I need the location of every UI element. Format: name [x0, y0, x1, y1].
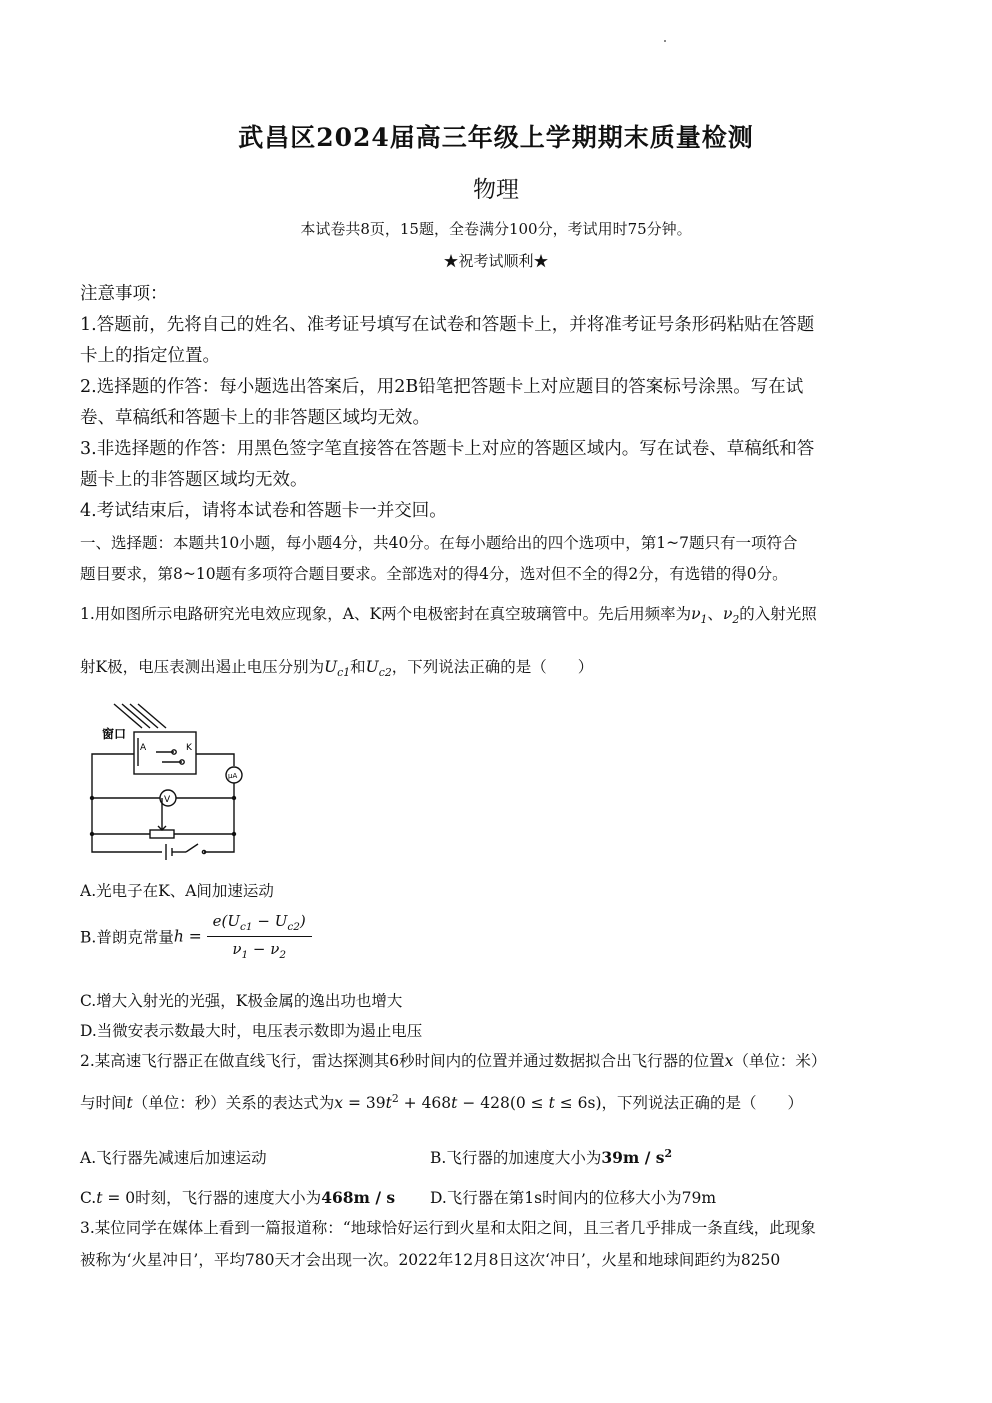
- section-instructions-1: 一、选择题：本题共10小题，每小题4分，共40分。在每小题给出的四个选项中，第1~7题只有一项符合: [80, 534, 798, 552]
- exam-wish: ★祝考试顺利★: [443, 252, 549, 270]
- uc1-symbol: $U_{c1}$: [324, 658, 351, 680]
- photoelectric-circuit-diagram: [86, 702, 251, 870]
- title-year: 2024: [316, 123, 390, 152]
- subject-title: 物理: [473, 177, 519, 203]
- q1-option-b: B.普朗克常量h = $\frac{e(U_{c1} - U_{c2})}{\nu_1 - \nu_2}$: [80, 912, 916, 972]
- notice-line-1: 1.答题前，先将自己的姓名、准考证号填写在试卷和答题卡上，并将准考证号条形码粘贴在答题: [80, 315, 815, 335]
- q2-option-c: C.t = 0时刻，飞行器的速度大小为468m / s: [80, 1188, 396, 1207]
- electrode-k-label: K: [186, 743, 192, 753]
- microammeter-label: μA: [228, 772, 238, 780]
- q1-option-c: C.增大入射光的光强，K极金属的逸出功也增大: [80, 992, 403, 1010]
- window-label: 窗口: [102, 727, 127, 741]
- q2-option-b: B.飞行器的加速度大小为$39m / s^2$: [430, 1146, 673, 1167]
- section-instructions-2: 题目要求，第8~10题有多项符合题目要求。全部选对的得4分，选对但不全的得2分，有选错的得0分。: [80, 565, 788, 583]
- notice-line-2: 卡上的指定位置。: [80, 346, 220, 366]
- exam-meta: 本试卷共8页，15题，全卷满分100分，考试用时75分钟。: [300, 220, 692, 238]
- q1-option-a: A.光电子在K、A间加速运动: [80, 882, 274, 900]
- electrode-a-label: A: [140, 743, 147, 753]
- q2-option-d: D.飞行器在第1s时间内的位移大小为79m: [430, 1189, 717, 1207]
- q1-stem-line-2: 射K极，电压表测出遏止电压分别为$U_{c1}$和$U_{c2}$，下列说法正确的是（ ）: [80, 658, 594, 680]
- notice-line-7: 4.考试结束后，请将本试卷和答题卡一并交回。: [80, 501, 447, 521]
- voltmeter-label: V: [164, 795, 171, 805]
- q2-stem-line-2: 与时间t（单位：秒）关系的表达式为$x = 39t^2 + 468t - 428(0 \le t \le 6s)$，下列说法正确的是（ ）: [80, 1091, 804, 1112]
- q2-option-a: A.飞行器先减速后加速运动: [80, 1149, 267, 1167]
- uc2-symbol: $U_{c2}$: [365, 658, 392, 680]
- q3-stem-line-2: 被称为‘火星冲日’，平均780天才会出现一次。2022年12月8日这次‘冲日’，火星和地球间距约为8250: [80, 1251, 781, 1269]
- notice-line-5: 3.非选择题的作答：用黑色签字笔直接答在答题卡上对应的答题区域内。写在试卷、草稿纸和答: [80, 439, 815, 459]
- scan-speck: [664, 40, 666, 42]
- q1-stem-line-1: 1.用如图所示电路研究光电效应现象，A、K两个电极密封在真空玻璃管中。先后用频率为$\nu_1$、$\nu_2$的入射光照: [80, 605, 817, 627]
- notice-line-4: 卷、草稿纸和答题卡上的非答题区域均无效。: [80, 408, 430, 428]
- notice-line-6: 题卡上的非答题区域均无效。: [80, 470, 308, 490]
- planck-fraction: $\frac{e(U_{c1} - U_{c2})}{\nu_1 - \nu_2}$: [207, 912, 312, 961]
- position-equation: x: [334, 1094, 344, 1112]
- q2-stem-line-1: 2.某高速飞行器正在做直线飞行，雷达探测其6秒时间内的位置并通过数据拟合出飞行器的位置x（单位：米）: [80, 1052, 827, 1070]
- q1-option-d: D.当微安表示数最大时，电压表示数即为遏止电压: [80, 1022, 423, 1040]
- q3-stem-line-1: 3.某位同学在媒体上看到一篇报道称：“地球恰好运行到火星和太阳之间，且三者几乎排成一条直线，此现象: [80, 1219, 816, 1237]
- nu2-symbol: $\nu_2$: [722, 605, 740, 627]
- title-suffix: 届高三年级上学期期末质量检测: [389, 123, 754, 152]
- page-title: [0, 118, 992, 154]
- nu1-symbol: $\nu_1$: [691, 605, 708, 627]
- notice-line-3: 2.选择题的作答：每小题选出答案后，用2B铅笔把答题卡上对应题目的答案标号涂黑。写在试: [80, 377, 804, 397]
- notice-heading: 注意事项：: [80, 284, 168, 304]
- title-prefix: 武昌区: [238, 123, 317, 152]
